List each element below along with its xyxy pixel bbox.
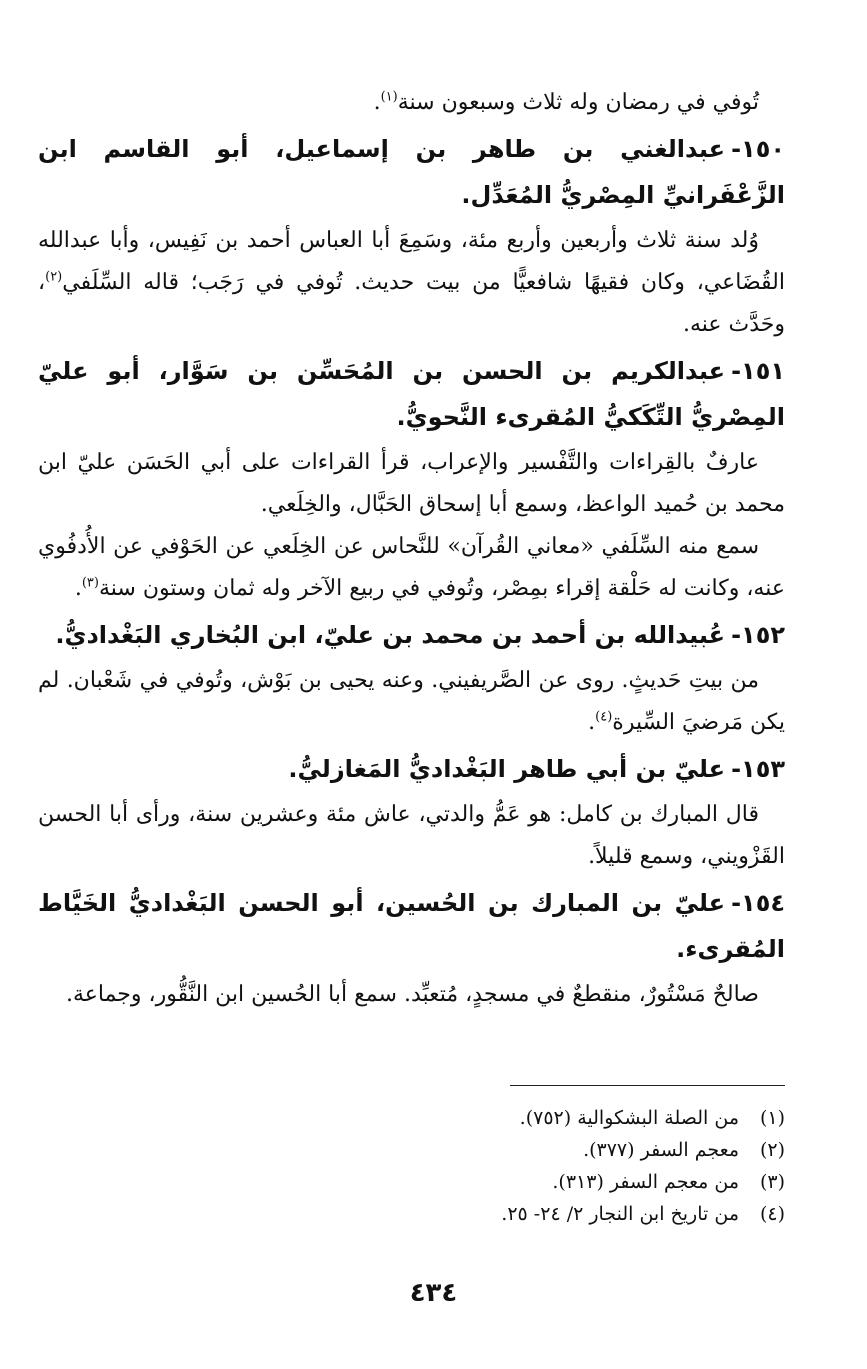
paragraph-154: صالحٌ مَسْتُورٌ، منقطعٌ في مسجدٍ، مُتعبِّد. سمع أبا الحُسين ابن النَّقُّور، وجماعة. <box>65 982 759 1007</box>
footnote-2: (٢) معجم السفر (٣٧٧). <box>583 1139 785 1161</box>
footnotes <box>225 1102 785 1230</box>
entry-number: ١٥٢- <box>731 621 785 649</box>
paragraph-153: قال المبارك بن كامل: هو عَمُّ والدتي، عاش مئة وعشرين سنة، ورأى أبا الحسن القَزْويني، وسمع قليلاً. <box>38 802 785 869</box>
footnote-ref-4: (٤) <box>595 709 613 725</box>
footnote-ref-3: (٣) <box>81 575 99 591</box>
footnote-1: (١) من الصلة البشكوالية (٧٥٢). <box>519 1107 785 1129</box>
paragraph-150: وُلد سنة ثلاث وأربعين وأربع مئة، وسَمِعَ أبا العباس أحمد بن نَفِيس، وأبا عبدالله القُضَاعي، وكان فقيهًا شافعيًّا من بيت حديث. تُوفي في رَجَب؛ قاله السِّلَفي$^{(٢)}$، وحَدَّث عنه. <box>38 228 785 337</box>
footnote-3: (٣) من معجم السفر (٣١٣). <box>552 1171 785 1193</box>
page-number: ٤٣٤ <box>409 1278 458 1308</box>
entry-heading-150: ١٥٠-عبدالغني بن طاهر بن إسماعيل، أبو القاسم ابن الزَّعْفَرانيِّ المِصْريُّ المُعَدِّل. <box>38 135 785 209</box>
entry-heading-151: ١٥١-عبدالكريم بن الحسن بن المُحَسِّن بن سَوَّار، أبو عليّ المِصْريُّ التِّكَكيُّ المُقرىء النَّحويُّ. <box>38 357 785 431</box>
paragraph-151a: عارفٌ بالقِراءات والتَّفْسير والإعراب، قرأ القراءات على أبي الحَسَن عليّ ابن محمد بن حُميد الواعظ، وسمع أبا إسحاق الحَبَّال، والخِلَعي. <box>38 450 785 517</box>
main-text <box>38 82 785 1016</box>
footnote-ref-2: (٢) <box>45 269 63 285</box>
entry-number: ١٥٤- <box>731 889 785 917</box>
footnote-ref-1: (١) <box>380 89 398 105</box>
footnote-4: (٤) من تاريخ ابن النجار ٢/ ٢٤- ٢٥. <box>501 1203 785 1225</box>
entry-heading-152: ١٥٢-عُبيدالله بن أحمد بن محمد بن عليّ، ابن البُخاري البَغْداديُّ. <box>55 621 785 649</box>
paragraph-152: من بيتِ حَديثٍ. روى عن الصَّريفيني. وعنه يحيى بن بَوْش، وتُوفي في شَعْبان. لم يكن مَرضيَ السِّيرة$^{(٤)}$. <box>38 668 785 735</box>
paragraph-151b: سمع منه السِّلَفي «معاني القُرآن» للنَّحاس عن الخِلَعي عن الحَوْفي عن الأُدفُوي عنه، وكانت له حَلْقة إقراء بمِصْر، وتُوفي في ربيع الآخر وله ثمان وستون سنة$^{(٣)}$. <box>38 534 785 601</box>
entry-number: ١٥٠- <box>731 135 785 163</box>
entry-heading-154: ١٥٤-عليّ بن المبارك بن الحُسين، أبو الحسن البَغْداديُّ الخَيَّاط المُقرىء. <box>38 889 785 963</box>
paragraph-tail-149: تُوفي في رمضان وله ثلاث وسبعون سنة$^{(١)}$. <box>373 89 759 115</box>
entry-number: ١٥١- <box>731 357 785 385</box>
entry-heading-153: ١٥٣-عليّ بن أبي طاهر البَغْداديُّ المَغازليُّ. <box>288 755 785 783</box>
footnote-divider <box>510 1085 785 1086</box>
entry-number: ١٥٣- <box>731 755 785 783</box>
